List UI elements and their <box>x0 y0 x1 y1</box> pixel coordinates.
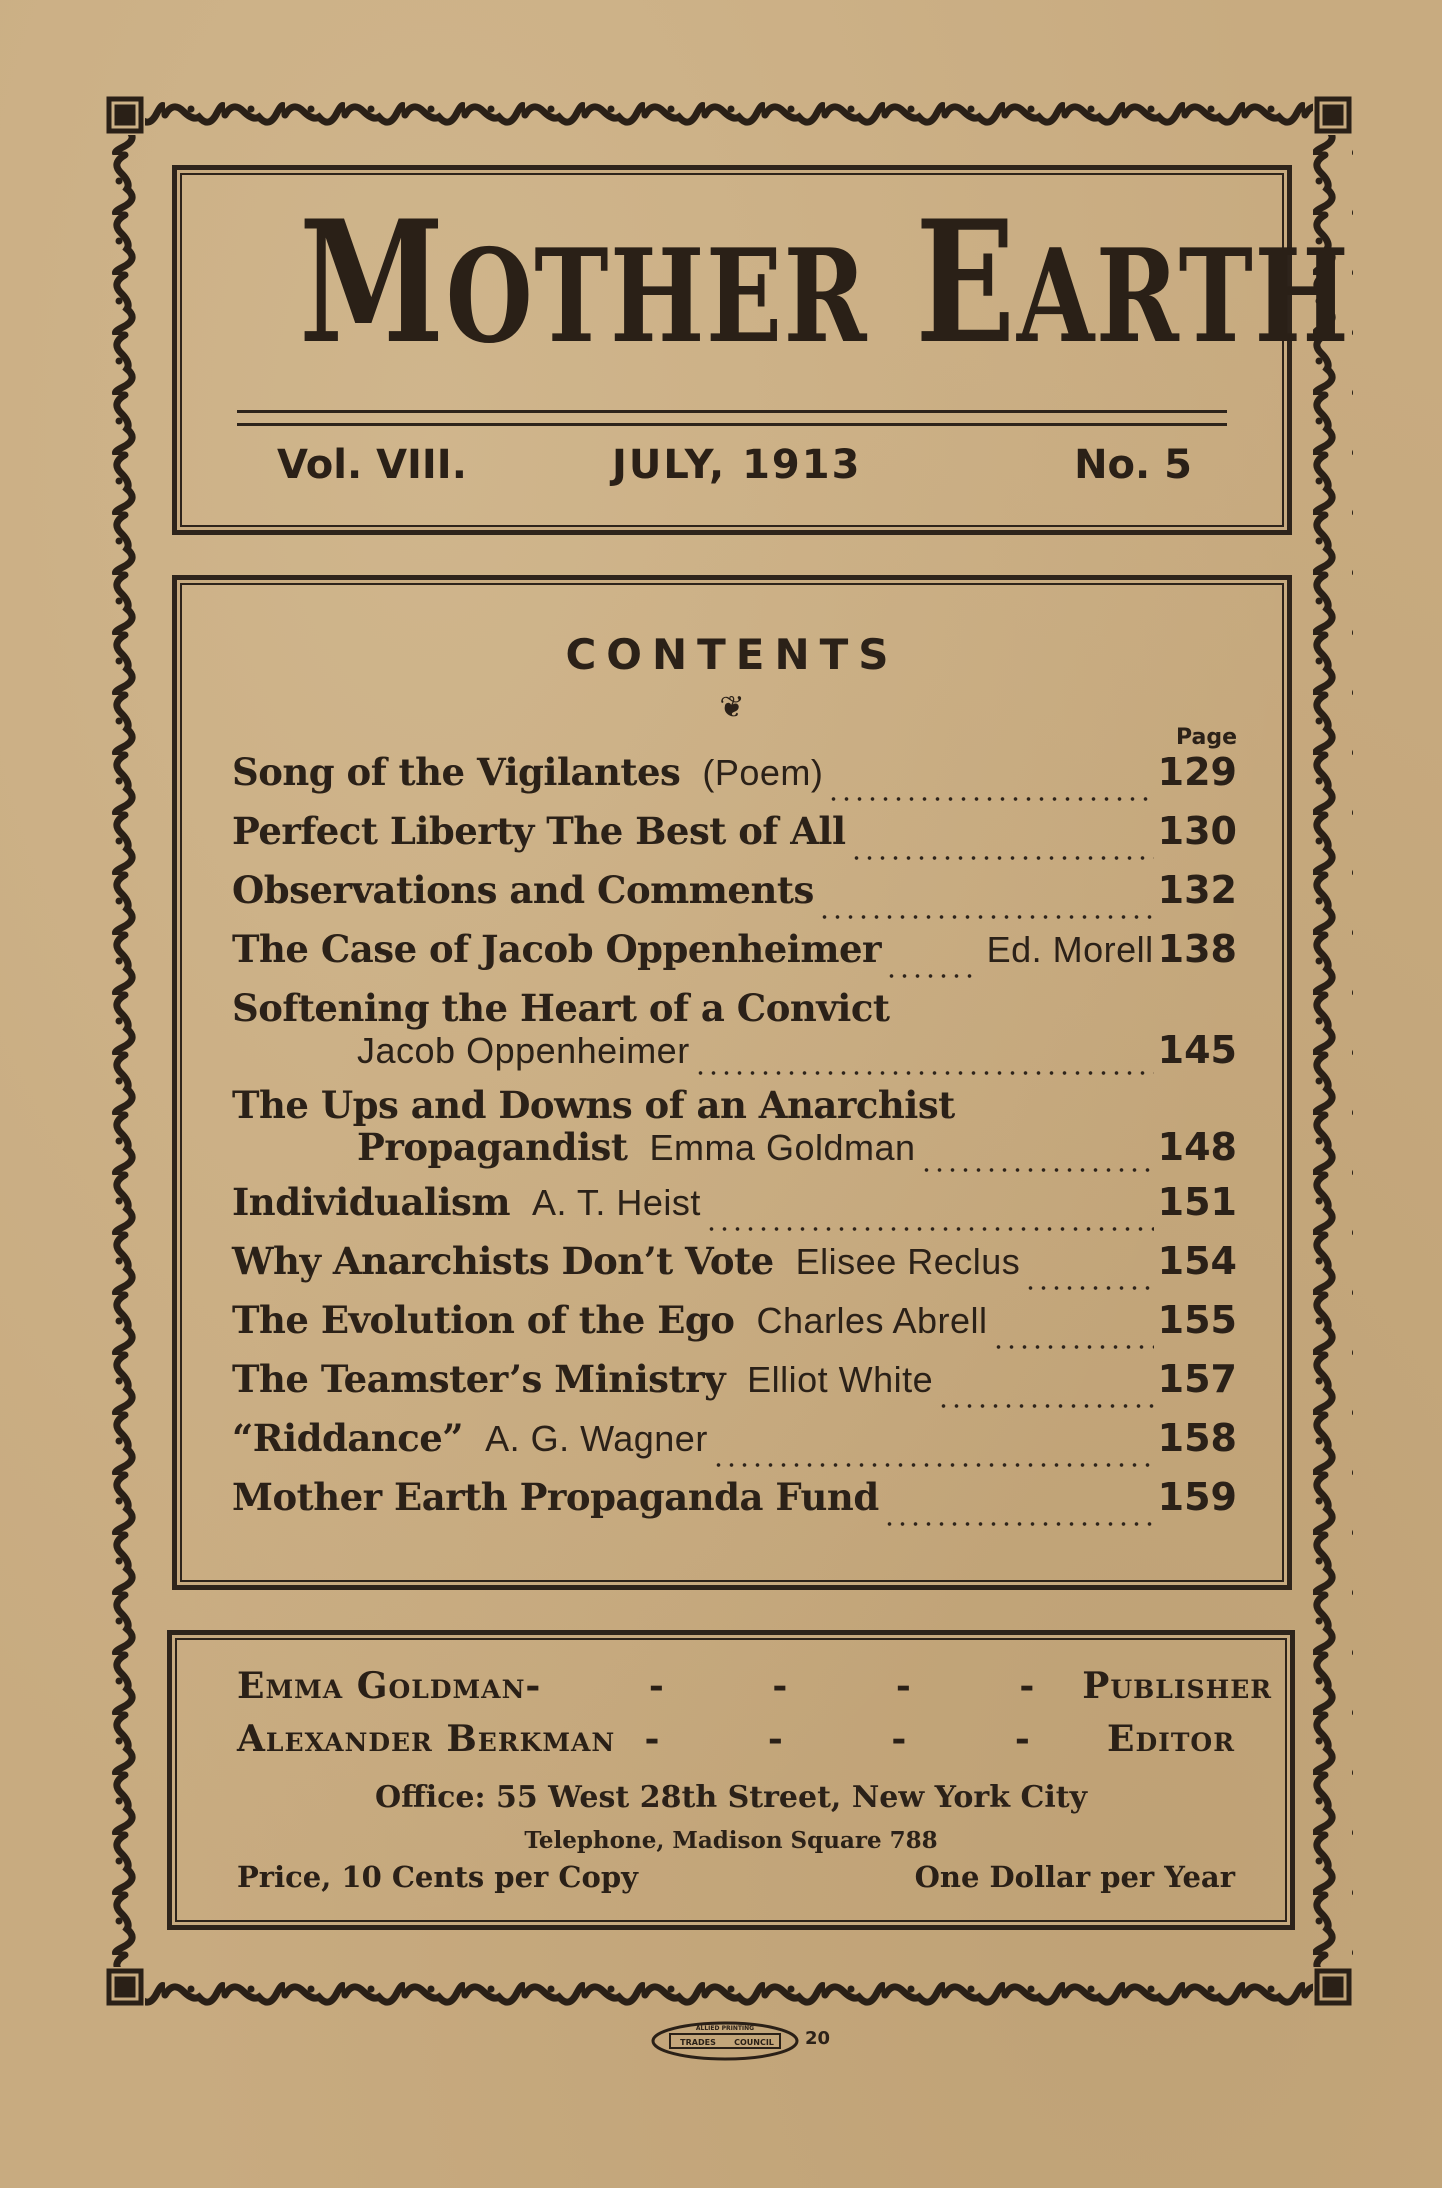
leader-dots <box>937 1378 1154 1414</box>
office-address: Office: 55 West 28th Street, New York City <box>374 1780 1088 1815</box>
toc-entry <box>232 1083 1237 1180</box>
toc-title: Observations and Comments <box>232 868 814 912</box>
toc-entry <box>232 1298 1237 1357</box>
toc-page: 132 <box>1157 868 1237 912</box>
price-line <box>237 1860 1235 1894</box>
union-label-icon <box>650 2020 800 2062</box>
toc-page: 157 <box>1157 1357 1237 1401</box>
toc-title: The Ups and Downs of an Anarchist <box>232 1083 955 1127</box>
union-label-number: 20 <box>805 2028 831 2049</box>
table-of-contents <box>232 750 1237 1534</box>
toc-page: 148 <box>1157 1125 1237 1169</box>
toc-page: 151 <box>1157 1180 1237 1224</box>
toc-author: Elisee Reclus <box>795 1241 1021 1282</box>
leader-dots <box>992 1319 1154 1355</box>
editor-role: Editor <box>1107 1718 1235 1760</box>
editor-line <box>237 1718 1235 1760</box>
toc-title: Perfect Liberty The Best of All <box>232 809 846 853</box>
toc-title: “Riddance” <box>232 1416 464 1460</box>
title-word-arth: ARTH <box>1016 222 1351 372</box>
leader-dots <box>920 1142 1154 1178</box>
publisher-name: Emma Goldman <box>237 1665 526 1707</box>
leader-dots <box>850 830 1154 866</box>
contents-box <box>172 575 1292 1590</box>
toc-entry <box>232 868 1237 927</box>
toc-title: Song of the Vigilantes <box>232 750 681 794</box>
issue-number: No. 5 <box>1074 442 1192 488</box>
toc-title: Mother Earth Propaganda Fund <box>232 1475 879 1519</box>
toc-title: The Evolution of the Ego <box>232 1298 735 1342</box>
toc-entry <box>232 986 1237 1083</box>
page-column-label: Page <box>1175 725 1237 750</box>
leader-dots <box>1024 1260 1153 1296</box>
toc-entry <box>232 1475 1237 1534</box>
issue-date: JULY, 1913 <box>612 442 862 488</box>
toc-author: Jacob Oppenheimer <box>357 1030 690 1071</box>
masthead-box <box>172 165 1351 535</box>
toc-entry <box>232 1416 1237 1475</box>
toc-title: Why Anarchists Don’t Vote <box>232 1239 774 1283</box>
toc-author: (Poem) <box>702 752 824 793</box>
leader-dots <box>712 1437 1154 1473</box>
telephone-number: Telephone, Madison Square 788 <box>524 1827 938 1854</box>
toc-page: 138 <box>1157 927 1237 971</box>
masthead-double-rule <box>237 410 1227 426</box>
masthead-title <box>299 183 1351 381</box>
toc-title: Softening the Heart of a Convict <box>232 986 890 1030</box>
toc-page: 145 <box>1157 1028 1237 1072</box>
toc-author: Ed. Morell <box>986 929 1154 970</box>
toc-author: Charles Abrell <box>756 1300 988 1341</box>
toc-page: 155 <box>1157 1298 1237 1342</box>
publisher-line <box>237 1665 1273 1707</box>
toc-author: Emma Goldman <box>649 1127 916 1168</box>
toc-title-continued: Propagandist <box>357 1125 628 1169</box>
toc-page: 154 <box>1157 1239 1237 1283</box>
toc-entry <box>232 750 1237 809</box>
toc-entry <box>232 1180 1237 1239</box>
union-label-right: COUNCIL <box>734 2038 774 2047</box>
editor-dashes: - - - - <box>644 1718 1078 1760</box>
fleuron-icon: ❦ <box>719 690 745 725</box>
leader-dots <box>827 771 1153 807</box>
toc-author: A. T. Heist <box>532 1182 701 1223</box>
title-word-other: OTHER <box>445 222 869 372</box>
toc-entry <box>232 1357 1237 1416</box>
toc-title: The Case of Jacob Oppenheimer <box>232 927 882 971</box>
toc-page: 159 <box>1157 1475 1237 1519</box>
toc-title: Individualism <box>232 1180 511 1224</box>
title-initial-m: M <box>299 183 446 381</box>
leader-dots <box>883 1496 1154 1532</box>
editor-name: Alexander Berkman <box>237 1718 616 1760</box>
union-label-left: TRADES <box>680 2038 716 2047</box>
imprint-box <box>167 1630 1295 1930</box>
publisher-role: Publisher <box>1082 1665 1273 1707</box>
toc-entry <box>232 809 1237 868</box>
title-initial-e: E <box>915 183 1017 381</box>
volume-label: Vol. VIII. <box>277 442 467 488</box>
union-label-top: ALLIED PRINTING <box>695 2025 755 2032</box>
price-per-year: One Dollar per Year <box>914 1860 1235 1894</box>
leader-dots <box>694 1045 1154 1081</box>
leader-dots <box>818 889 1154 925</box>
price-per-copy: Price, 10 Cents per Copy <box>237 1860 638 1894</box>
toc-page: 129 <box>1157 750 1237 794</box>
toc-entry <box>232 1239 1237 1298</box>
contents-heading: CONTENTS <box>565 630 899 679</box>
toc-title: The Teamster’s Ministry <box>232 1357 726 1401</box>
toc-page: 158 <box>1157 1416 1237 1460</box>
toc-author: A. G. Wagner <box>485 1418 708 1459</box>
leader-dots <box>705 1201 1154 1237</box>
publisher-dashes: - - - - - <box>525 1665 1083 1707</box>
toc-entry <box>232 927 1237 986</box>
toc-page: 130 <box>1157 809 1237 853</box>
leader-dots <box>885 948 977 984</box>
toc-author: Elliot White <box>747 1359 934 1400</box>
